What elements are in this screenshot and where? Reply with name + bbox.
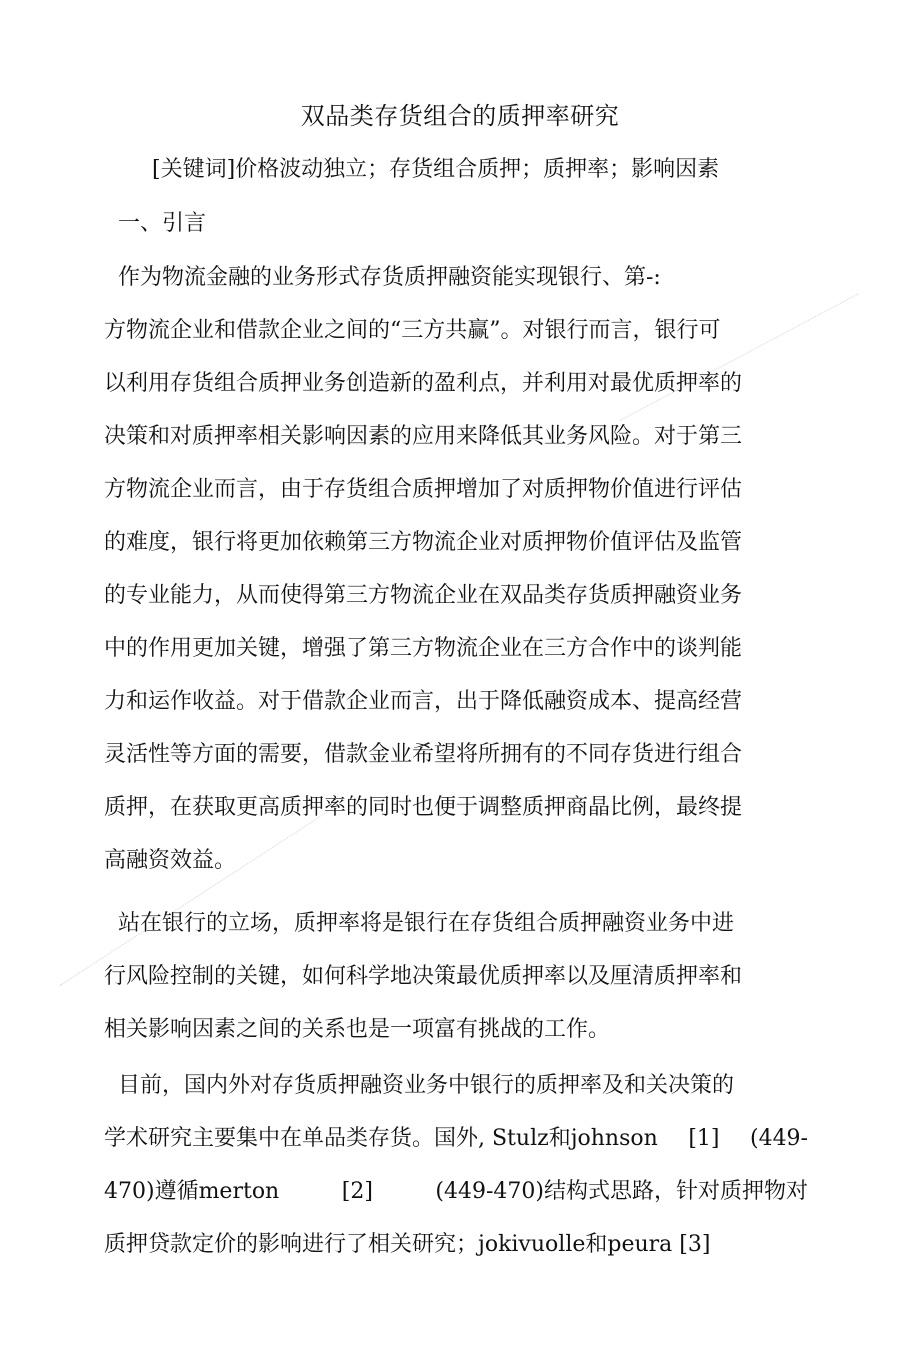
paragraph-line: 灵活性等方面的需要，借款金业希望将所拥有的不同存货进行组合 [104, 742, 743, 767]
paragraph-line: 中的作用更加关键，增强了第三方物流企业在三方合作中的谈判能 [104, 636, 743, 661]
paragraph-line: 的难度，银行将更加依赖第三方物流企业对质押物价值评估及监管 [104, 530, 743, 555]
paragraph-line: 目前，国内外对存货质押融资业务中银行的质押率及和关决策的 [118, 1073, 735, 1098]
paragraph-line: 质押，在获取更高质押率的同时也便于调整质押商晶比例，最终提 [104, 795, 743, 820]
document-title: 双品类存货组合的质押率研究 [300, 102, 620, 130]
citation-ref: [1] [688, 1126, 720, 1151]
paragraph-line: 力和运作收益。对于借款企业而言，出于降低融资成本、提高经营 [104, 689, 743, 714]
paragraph-line: 高融资效益。 [104, 848, 237, 873]
citation-ref: [2] [341, 1179, 373, 1204]
paragraph-line: 的专业能力，从而使得第三方物流企业在双品类存货质押融资业务 [104, 583, 743, 608]
paragraph-line: 行风险控制的关键，如何科学地决策最优质押率以及厘清质押率和 [104, 964, 743, 989]
paragraph-line: 站在银行的立场，质押率将是银行在存货组合质押融资业务中进 [118, 911, 735, 936]
paragraph-line: 质押贷款定价的影响进行了相关研究；jokivuolle和peura [3] [104, 1232, 711, 1257]
text-segment: (449- [749, 1126, 808, 1151]
text-segment: 学术研究主要集中在单品类存货。国外, Stulz和johnson [104, 1126, 658, 1151]
paragraph-line: 相关影响因素之间的关系也是一项富有挑战的工作。 [104, 1017, 611, 1042]
paragraph-line: 以利用存货组合质押业务创造新的盈利点，并利用对最优质押率的 [104, 371, 743, 396]
paragraph-line: 方物流企业和借款企业之间的“三方共赢”。对银行而言，银行可 [104, 318, 721, 343]
section-heading: 一、引言 [118, 211, 207, 236]
text-segment: 470)遵循merton [104, 1179, 280, 1204]
paragraph-line: 作为物流金融的业务形式存货质押融资能实现银行、第-: [118, 265, 661, 290]
paragraph-line [104, 1174, 808, 1210]
paragraph-line: 方物流企业而言，由于存货组合质押增加了对质押物价值进行评估 [104, 477, 743, 502]
paragraph-line: 决策和对质押率相关影响因素的应用来降低其业务风险。对于第三 [104, 424, 743, 449]
paragraph-line [104, 1121, 808, 1157]
text-segment: (449-470)结构式思路，针对质押物对 [435, 1179, 808, 1204]
keywords-line: [关键词]价格波动独立；存货组合质押；质押率；影响因素 [152, 157, 720, 182]
